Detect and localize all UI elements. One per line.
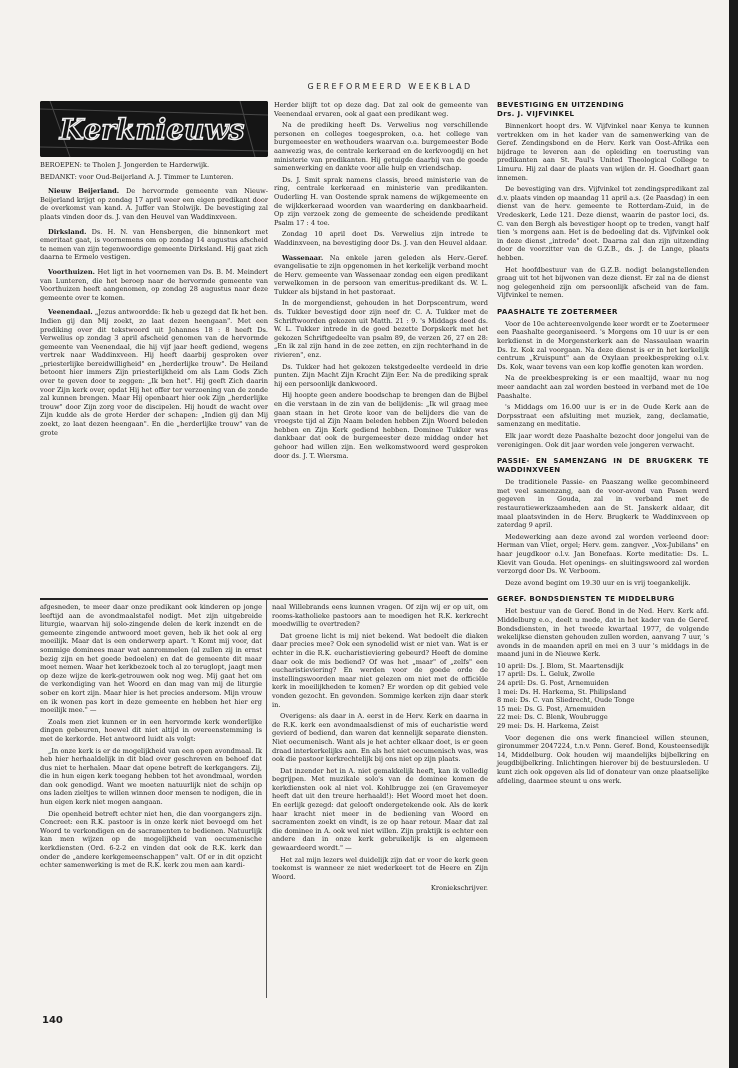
paragraph: Medewerking aan deze avond zal worden verleend door: Herman van Vliet, orgel; Herv. gem. zangver. „Vox-Jubilans" en haar jeugdkoor o.l.v. Jan Bonefaas. Korte meditatie: Ds. L. Kievit van Gouda. Het openings- en sluitingswoord zal worden verzorgd door Ds. W. Verboom. [497, 532, 709, 576]
schedule-item: 24 april: Ds. G. Post, Arnemuiden [497, 679, 609, 688]
schedule-item: 22 mei: Ds. C. Blenk, Woubrugge [497, 713, 608, 722]
page-header: GEREFORMEERD WEEKBLAD [307, 82, 473, 91]
paragraph: Zondag 10 april doet Ds. Verwelius zijn intrede te Waddinxveen, na bevestiging door Ds. J. van den Heuvel aldaar. [274, 230, 488, 247]
column-right [497, 101, 709, 788]
kerknieuws-logo-art [40, 101, 268, 157]
paragraph: naal Willebrands eens kunnen vragen. Of zijn wij er op uit, om rooms-katholieke pastoors aan te moedigen het R.K. kerkrecht moedwillig te overtreden? [272, 603, 488, 629]
lead-nieuw-beijerland: Nieuw Beijerland. [48, 187, 120, 196]
paragraph: „In onze kerk is er de mogelijkheid van een open avondmaal. Ik heb hier herhaaldelijk in dit blad over geschreven en behoef dat dus niet te herhalen. Maar dat opene betreft de kerkgangers. Zij, die in hun eigen kerk toegang hebben tot het avondmaal, worden dan ook genodigd. Want we moeten natuurlijk niet de schijn op ons laden zieltjes te willen winnen door mensen te nodigen, die in hun eigen kerk niet mogen aangaan. [40, 746, 262, 807]
column-left-top [40, 161, 268, 440]
paragraph: Voor degenen die ons werk financieel willen steunen, gironummer 2047224, t.n.v. Penn. Geref. Bond, Kousteensedijk 14, Middelburg. Ook houden wij maandelijks bijbelkring en jeugdbijbelkring. Inlichtingen hierover bij de bestuursleden. U kunt zich ook opgeven als lid of donateur van onze plaatselijke afdeling, daarmee steunt u ons werk. [497, 733, 709, 785]
paragraph: Voor de 10e achtereenvolgende keer wordt er te Zoetermeer een Paashalte georganiseerd. 's Morgens om 10 uur is er een kerkdienst in de Morgensterkerk aan de Nassaulaan waarin Ds. Iz. Kok zal voorgaan. Na deze dienst is er in het kerkelijk centrum „Kruispunt" aan de Oxylaan preekbespreking o.l.v. Ds. Kok, waar tevens van een kop koffie genoten kan worden. [497, 319, 709, 371]
paragraph: Binnenkort hoopt drs. W. Vijfvinkel naar Kenya te kunnen vertrekken om in het kader van de samenwerking van de Geref. Zendingsbond en de Herv. Kerk van Oost-Afrika een bijdrage te leveren aan de opleiding en toerusting van predikanten aan St. Paul's United Theological College te Limuru. Hij zal daar de plaats van wijlen dr. H. Goedhart gaan innemen. [497, 122, 709, 182]
paragraph: Na de preekbespreking is er een maaltijd, waar nu nog meer aandacht aan zal worden besteed in verband met de 10e Paashalte. [497, 374, 709, 400]
article-wassenaar [274, 254, 488, 297]
paragraph: Overigens: als daar in A. eerst in de Herv. Kerk en daarna in de R.K. kerk een avondmaalsdienst of mis of eucharistie werd gevierd of bediend, dan waren dat kennelijk separate diensten. Niet oecumenisch. Want als je het achter elkaar doet, is er geen draad interkerkelijks aan. En als het niet oecumenisch was, was ook die pastoor kerkrechtelijk bij ons niet op zijn plaats. [272, 712, 488, 764]
paragraph: Hij hoopte geen andere boodschap te brengen dan de Bijbel en die verstaan in de zin van de belijdenis: „Ik wil graag mee gaan staan in het Grote koor van de belijders die van de vroegste tijd al Zijn Naam beleden hebben Zijn Woord beleden hebben en Zijn Kerk gediend hebben. Dominee Tukker was dankbaar dat ook de burgemeester deze middag onder het gehoor had willen zijn. Een welkomstwoord werd gesproken door ds. J. T. Wiersma. [274, 391, 488, 460]
paragraph: De traditionele Passie- en Paaszang welke gecombineerd met veel samenzang, aan de voor-avond van Pasen werd gegeven in Gouda, zal in verband met de restauratiewerkzaamheden aan de St. Janskerk aldaar, dit maal plaatsvinden in de Herv. Brugkerk te Waddinxveen op zaterdag 9 april. [497, 478, 709, 530]
paragraph: 's Middags om 16.00 uur is er in de Oude Kerk aan de Dorpsstraat een afsluiting met muziek, zang, declamatie, samenzang en meditatie. [497, 403, 709, 429]
paragraph: Ds. J. Smit sprak namens classis, breed ministerie van de ring, centrale kerkeraad en ministerie van predikanten. Ouderling H. van Oostende sprak namens de wijkgemeente en de wijkkerkeraad woorden van waardering en dankbaarheid. Op zijn verzoek zong de gemeente de scheidende predikant Psalm 17 : 4 toe. [274, 175, 488, 227]
article-nieuw-beijerland [40, 187, 268, 221]
lead-veenendaal: Veenendaal. [48, 308, 93, 317]
paragraph: Elk jaar wordt deze Paashalte bezocht door jongelui van de verenigingen. Ook dit jaar worden vele jongeren verwacht. [497, 432, 709, 449]
kerknieuws-logo-text: Kerknieuws [59, 113, 245, 146]
heading-bondsdiensten: GEREF. BONDSDIENSTEN TE MIDDELBURG [497, 595, 675, 604]
paragraph: Zoals men ziet kunnen er in een hervormde kerk wonderlijke dingen gebeuren, hoewel dit niet altijd in overeenstemming is met de kerkorde. Het antwoord luidt als volgt: [40, 717, 262, 743]
article-veenendaal [40, 308, 268, 437]
article-dirksland [40, 228, 268, 262]
signature: Kroniekschrijver. [430, 884, 488, 893]
kerknieuws-logo [40, 101, 268, 157]
paragraph: Het bestuur van de Geref. Bond in de Ned. Herv. Kerk afd. Middelburg e.o., deelt u mede, dat in het kader van de Geref. Bondsdiensten, in het tweede kwartaal 1977, de volgende wekelijkse diensten gehouden zullen worden, aanvang 7 uur, 's avonds in de maanden april en mei en 3 uur 's middags in de maand juni in de Nieuwe Kerk. [497, 607, 709, 659]
paragraph: Die openheid betreft echter niet hen, die dan voorgangers zijn. Concreet: een R.K. pastoor is in onze kerk niet bevoegd om het Woord te verkondigen en de sacramenten te bedienen. Natuurlijk kan men wijzen op de mogelijkheid van oecumenische kerkdiensten (Ord. 6-2-2 en vinden dat ook de R.K. kerk dan onder de „andere kerkgemeenschappen" valt. Of er in dit opzicht echter samenwerking is met de R.K. kerk zou men aan kardi- [40, 809, 262, 870]
paragraph: Ds. Tukker had het gekozen tekstgedeelte verdeeld in drie punten. Zijn Macht Zijn Kracht Zijn Eer. Na de prediking sprak hij een persoonlijk dankwoord. [274, 362, 488, 388]
text-nieuw-beijerland: De hervormde gemeente van Nieuw-Beijerland krijgt op zondag 17 april weer een eigen predikant door de overkomst van kand. A. Juffer van Stolwijk. De bevestiging zal plaats vinden door ds. J. van den Heuvel van Waddinxveen. [40, 187, 268, 221]
paragraph: Dat groene licht is mij niet bekend. Wat bedoelt die diaken daar precies mee? Ook een synodelid wist er niet van. Wat is er echter in die R.K. eucharistieviering gebeurd? Heeft de domine daar ook de mis bediend? Of was het „maar" of „zelfs" een eucharistieviering? En werden voor de goede orde de instellingswoorden maar niet gelezen om niet met de officiële kerk in moeilijkheden te komen? Er worden op dit gebied vele vonden gezocht. En gevonden. Sommige kerken zijn daar sterk in. [272, 631, 488, 709]
column-divider [266, 600, 267, 998]
paragraph: In de morgendienst, gehouden in het Dorpscentrum, werd ds. Tukker bevestigd door zijn neef dr. C. A. Tukker met de Schriftwoorden gekozen uit Matth. 21 : 9. 's Middags deed ds. W. L. Tukker intrede in de goed bezette Dorpskerk met het gekozen Schriftgedeelte van psalm 89, de verzen 26, 27 en 28: „En ik zal zijn hand in de zee zetten, en zijn rechterhand in de rivieren", enz. [274, 299, 488, 360]
schedule-item: 1 mei: Ds. H. Harkema, St. Philipsland [497, 687, 627, 696]
text-veenendaal: „Jezus antwoordde: Ik heb u gezegd dat Ik het ben. Indien gij dan Mij zoekt, zo laat dezen heengaan". Met een prediking over dit tekstwoord uit Johannes 18 : 8 heeft Ds. Verwelius op zondag 3 april afscheid genomen van de hervormde gemeente van Veenendaal, die hij vijf jaar heeft gediend, wegens vertrek naar Waddinxveen. Hij heeft daarbij gesproken over „priesterlijke bereidwilligheid" en „herderlijke trouw". De Heiland betoont hier immers Zijn priesterlijkheid om als Lam Gods Zich over te geven door te zeggen: „Ik ben het". Hij geeft Zich daarin voor Zijn kerk over, opdat Hij het offer ter verzoening van de zonde zal kunnen brengen. Maar Hij openbaart hier ook Zijn „herderlijke trouw" door Zijn zorg voor de discipelen. Hij houdt de wacht over Zijn kudde als de grote Herder der schapen: „Indien gij dan Mij zoekt, zo laat dezen heengaan". En die „herderlijke trouw" van de grote [40, 308, 268, 437]
column-bottom-right [272, 603, 488, 896]
paragraph: Het zal mijn lezers wel duidelijk zijn dat er voor de kerk geen toekomst is wanneer ze niet wederkeert tot de Heere en Zijn Woord. [272, 855, 488, 881]
paragraph: De bevestiging van drs. Vijfvinkel tot zendingspredikant zal d.v. plaats vinden op maandag 11 april a.s. (2e Paasdag) in een dienst van de herv. gemeente te Rotterdam-Zuid, in de Vredeskerk, Lede 121. Deze dienst, waarin de pastor loci, ds. C. van den Bergh als bevestiger hoopt op te treden, vangt half tien 's morgens aan. Het is de bedoeling dat ds. Vijfvinkel ook in deze dienst „intrede" doet. Daarna zal dan zijn uitzending door de voorzitter van de G.Z.B., ds. J. de Lange, plaats hebben. [497, 185, 709, 262]
schedule-item: 17 april: Ds. L. Geluk, Zwolle [497, 670, 595, 679]
service-schedule [497, 662, 709, 731]
schedule-item: 10 april: Ds. J. Blom, St. Maartensdijk [497, 661, 624, 670]
lead-wassenaar: Wassenaar. [282, 253, 324, 262]
column-bottom-left [40, 603, 262, 873]
text-dirksland: Ds. H. N. van Hensbergen, die binnenkort met emeritaat gaat, is voornemens om op zondag 14 augustus afscheid te nemen van zijn tegenwoordige gemeente Dirksland. Hij gaat zich daarna te Ermelo vestigen. [40, 227, 268, 262]
veenendaal-continued: Herder blijft tot op deze dag. Dat zal ook de gemeente van Veenendaal ervaren, ook al gaat een predikant weg. [274, 101, 488, 118]
schedule-item: 29 mei: Ds. H. Harkema, Zeist [497, 722, 599, 731]
paragraph: Dat inzender het in A. niet gemakkelijk heeft, kan ik volledig begrijpen. Met muzikale solo's van de dominee komen de kerkdiensten ook al niet vol. Kohlbrugge zei (en Gravemeyer heeft dat uit den treure herhaald!): Het Woord moet het doen. En eerlijk gezegd: dat gelooft ondergetekende ook. Als de kerk haar kracht niet meer in de bediening van Woord en sacramenten zoekt en vindt, is ze op haar retour. Maar dat zal die dominee in A. ook wel niet willen. Zijn praktijk is echter een andere dan in onze kerk gebruikelijk is en algemeen gewaardeerd wordt." — [272, 766, 488, 853]
paragraph: Het hoofdbestuur van de G.Z.B. nodigt belangstellenden graag uit tot het bijwonen van deze dienst. Er zal na de dienst nog gelegenheid zijn om persoonlijk afscheid van de fam. Vijfvinkel te nemen. [497, 265, 709, 300]
paragraph: Na de prediking heeft Ds. Verwelius nog verschillende personen en colleges toegesproken, o.a. het college van burgemeester en wethouders waarvan o.a. burgemeester Bode aanwezig was, de centrale kerkeraad en de kerkvoogdij en het ministerie van predikanten. Hij getuigde daarbij van de goede samenwerking en dankte voor alle hulp en vriendschap. [274, 121, 488, 173]
lead-voorthuizen: Voorthuizen. [48, 267, 95, 276]
lead-dirksland: Dirksland. [48, 227, 87, 236]
text-wassenaar: Na enkele jaren geleden als Herv.-Geref. evangelisatie te zijn opgenomen in het kerkelijk verband mocht de Herv. gemeente van Wassenaar zondag een eigen predikant verwelkomen in de persoon van emeritus-predikant ds. W. L. Tukker als bijstand in het pastoraat. [274, 253, 488, 296]
article-voorthuizen [40, 268, 268, 302]
paragraph: afgesneden, te meer daar onze predikant ook kinderen op jonge leeftijd aan de avondmaalstafel nodigt. Met zijn uitgebreide liturgie, waarvan hij solo-zingende delen de kerk inzendt en de gemeente zingende antwoord moet geven, heb ik het ook al erg moeilijk. Maar dat is een onderwerp apart. 't Komt mij voor, dat sommige dominees maar wat aanrommelen (al zullen zij in ernst bezig zijn en het goede bedoelen) en dat de gemeente dit maar moet nemen. Waar het kerkbezoek toch al zo teruglopt, jaagt men op deze wijze de kerk-getrouwen ook nog weg. Mij gaat het om de verkondiging van het Woord en dan mag van mij de liturgie sober en kort zijn. Maar hier is het precies andersom. Mijn vrouw en ik wonen pas kort in deze gemeente en hebben het hier erg moeilijk mee." — [40, 603, 262, 715]
text-voorthuizen: Het ligt in het voornemen van Ds. B. M. Meindert van Lunteren, die het beroep naar de hervormde gemeente van Voorthuizen heeft aangenomen, op zondag 28 augustus naar deze gemeente over te komen. [40, 267, 268, 302]
scan-edge [729, 0, 738, 1068]
schedule-item: 8 mei: Ds. C. van Sliedrecht, Oude Tonge [497, 696, 635, 705]
heading-line: BEVESTIGING EN UITZENDING [497, 101, 625, 109]
paragraph: Deze avond begint om 19.30 uur en is vrij toegankelijk. [505, 578, 691, 587]
page-number: 140 [42, 1015, 63, 1026]
heading-line: Drs. J. VIJFVINKEL [497, 110, 575, 118]
beroepen: BEROEPEN: te Tholen J. Jongerden te Harderwijk. [40, 161, 210, 169]
heading-paashalte: PAASHALTE TE ZOETERMEER [497, 307, 618, 316]
schedule-item: 15 mei: Ds. G. Post, Arnemuiden [497, 704, 606, 713]
section-divider [40, 598, 488, 600]
column-middle-top [274, 101, 488, 463]
heading-bevestiging [497, 101, 709, 119]
bedankt: BEDANKT: voor Oud-Beijerland A. J. Timmer te Lunteren. [40, 172, 234, 181]
heading-passie: PASSIE- EN SAMENZANG IN DE BRUGKERK TE WADDINXVEEN [497, 457, 709, 475]
